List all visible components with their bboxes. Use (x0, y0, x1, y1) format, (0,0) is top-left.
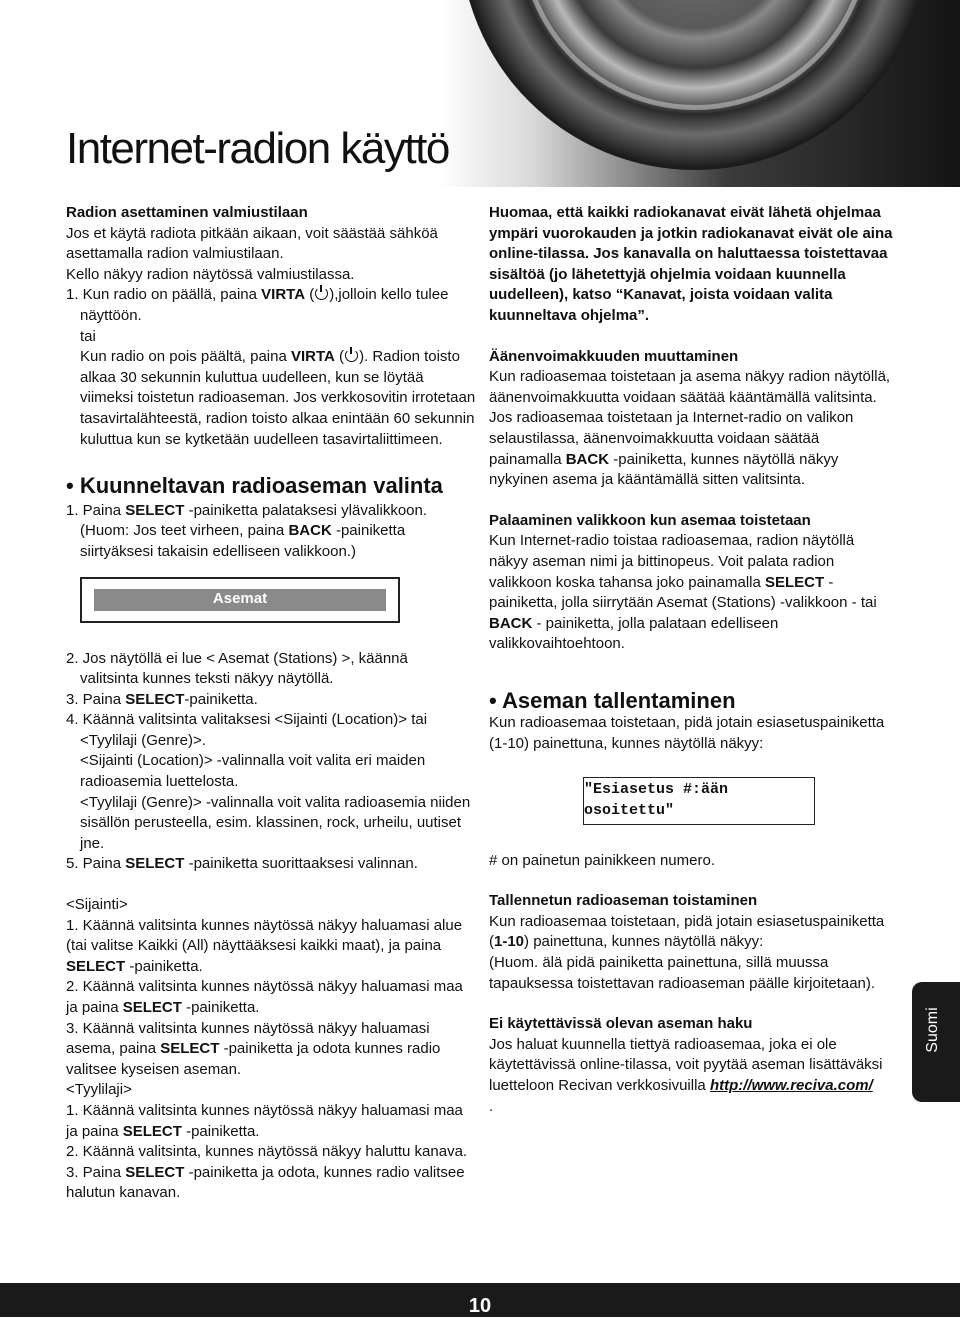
right-column (489, 203, 894, 1117)
play-saved-paragraph (489, 912, 894, 953)
text: -painiketta, kunnes näytöllä näkyy nykyinen asema ja kääntämällä sitten valitsinta. (489, 450, 839, 489)
select-step-1 (66, 501, 476, 522)
text: 1. Paina (66, 501, 126, 519)
text: 3. Paina (66, 1163, 126, 1181)
select-label: SELECT (160, 1040, 220, 1058)
genre-step-2: 2. Käännä valitsinta, kunnes näytössä näkyy haluttu kanava. (66, 1143, 468, 1161)
text: Kun Internet-radio toistaa radioasemaa, radion näytöllä näkyy aseman nimi ja bittinopeus. Voit palata radion valikkoon koska tahansa joko painamalla (489, 532, 855, 591)
select-step-4: 4. Käännä valitsinta valitaksesi <Sijainti (Location)> tai (66, 711, 428, 729)
select-step-2: 2. Jos näytöllä ei lue < Asemat (Stations) >, käännä (66, 649, 408, 667)
select-label: SELECT (122, 999, 182, 1016)
text: Kun radioasemaa toistetaan, pidä jotain esiasetuspainiketta ( (489, 912, 885, 951)
select-step-2-cont: valitsinta kunnes teksti näkyy näytöllä. (80, 670, 334, 688)
text: -painiketta. (181, 1122, 260, 1140)
select-label: SELECT (125, 501, 185, 519)
text: 3. Käännä valitsinta kunnes näytössä näkyy haluamasi asema, paina (66, 1019, 430, 1058)
text: ) painettuna, kunnes näytöllä näkyy: (524, 933, 764, 951)
language-tab-label: Suomi (924, 1007, 941, 1053)
text: 2. Käännä valitsinta kunnes näytössä näkyy haluamasi maa ja paina (66, 978, 463, 1016)
location-step-1 (66, 916, 476, 978)
location-step-3 (66, 1019, 476, 1081)
power-icon (345, 349, 358, 362)
text: -painiketta. (181, 999, 260, 1016)
text: -painiketta, jolla siirrytään Asemat (Stations) -valikkoon - tai (489, 573, 877, 612)
text: -painiketta suorittaaksesi valinnan. (184, 855, 418, 873)
return-heading: Palaaminen valikkoon kun asemaa toistetaan (489, 511, 811, 529)
text: 1. Kun radio on päällä, paina (66, 286, 262, 304)
footer-bar (0, 1283, 960, 1317)
page-number: 10 (468, 1295, 492, 1317)
location-step-2 (66, 977, 476, 1018)
location-explanation: <Sijainti (Location)> -valinnalla voit valita eri maiden radioasemia luettelosta. (80, 752, 426, 791)
page-title: Internet-radion käyttö (66, 124, 449, 173)
search-end: . (489, 1097, 494, 1115)
standby-clock-note: Kello näkyy radion näytössä valmiustilassa. (66, 265, 355, 283)
virta-label: VIRTA (291, 348, 335, 366)
select-label: SELECT (125, 855, 185, 873)
power-icon (315, 287, 328, 300)
back-label: BACK (288, 522, 332, 540)
return-paragraph (489, 531, 894, 655)
text: - painiketta, jolla palataan edelliseen valikkovaihtoehtoon. (489, 614, 779, 653)
back-label: BACK (489, 614, 533, 632)
preset-number-note: # on painetun painikkeen numero. (489, 851, 715, 869)
text: 3. Paina (66, 690, 126, 708)
genre-heading: <Tyylilaji> (66, 1081, 132, 1099)
text: -painiketta ja odota, kunnes radio valitsee halutun kanavan. (66, 1163, 465, 1202)
volume-heading: Äänenvoimakkuuden muuttaminen (489, 347, 739, 365)
text: ( (305, 286, 315, 304)
standby-step-1-cont: näyttöön. (80, 306, 142, 324)
language-tab (912, 982, 960, 1102)
genre-step-1 (66, 1101, 476, 1142)
genre-explanation: <Tyylilaji (Genre)> -valinnalla voit valita radioasemia niiden sisällön perusteella, esim. klassinen, rock, urheilu, uutiset jne. (80, 793, 471, 852)
standby-paragraph: Jos et käytä radiota pitkään aikaan, voit säästää sähköä asettamalla radion valmiustilaan. (66, 224, 438, 263)
standby-step-1-alt (66, 347, 476, 450)
genre-step-3 (66, 1163, 476, 1204)
header (0, 0, 960, 187)
text: ( (334, 348, 345, 366)
display-text: Asemat (94, 589, 386, 611)
select-step-5 (66, 854, 476, 875)
text: -painiketta ja odota kunnes radio valitsee kyseisen aseman. (66, 1040, 441, 1078)
play-saved-note: (Huom. älä pidä painiketta painettuna, sillä muussa tapauksessa toistettavan radioaseman päälle kirjoitetaan). (489, 954, 876, 992)
text: ),jolloin kello tulee (329, 286, 449, 304)
select-label: SELECT (122, 1122, 182, 1140)
reciva-link[interactable]: http://www.reciva.com/ (709, 1077, 873, 1094)
search-heading: Ei käytettävissä olevan aseman haku (489, 1015, 753, 1033)
text: 5. Paina (66, 855, 126, 873)
back-label: BACK (565, 450, 610, 468)
select-label: SELECT (765, 573, 825, 591)
search-paragraph (489, 1035, 894, 1097)
select-label: SELECT (125, 690, 185, 708)
standby-step-1 (66, 285, 476, 306)
display-illustration-preset: "Esiasetus #:ään osoitettu" (583, 777, 815, 825)
text: Kun radio on pois päältä, paina (80, 348, 291, 366)
select-label: SELECT (125, 1163, 185, 1181)
left-column (66, 203, 476, 1204)
location-heading: <Sijainti> (66, 896, 128, 914)
or-label: tai (80, 327, 96, 345)
save-paragraph: Kun radioasemaa toistetaan, pidä jotain esiasetuspainiketta (1-10) painettuna, kunnes näytöllä näkyy: (489, 714, 885, 753)
text: 1. Käännä valitsinta kunnes näytössä näkyy haluamasi maa ja paina (66, 1101, 463, 1140)
virta-label: VIRTA (261, 286, 306, 304)
play-saved-heading: Tallennetun radioaseman toistaminen (489, 892, 758, 910)
text: -painiketta. (184, 690, 258, 708)
standby-heading: Radion asettaminen valmiustilaan (66, 204, 308, 221)
text: -painiketta siirtyäksesi takaisin edelliseen valikkoon.) (80, 522, 406, 560)
section-heading-station-select: • Kuunneltavan radioaseman valinta (66, 473, 443, 499)
preset-range: 1-10 (494, 933, 525, 951)
display-illustration-asemat (80, 577, 400, 623)
text: (Huom: Jos teet virheen, paina (80, 522, 289, 540)
text: -painiketta. (125, 957, 203, 975)
select-step-4-cont: <Tyylilaji (Genre)>. (80, 731, 206, 749)
text: -painiketta palataksesi ylävalikkoon. (184, 501, 428, 519)
text: Kun radioasemaa toistetaan ja asema näkyy radion näytöllä, äänenvoimakkuutta voidaan säätää kääntämällä valitsinta. Jos radioasemaa toistetaan ja Internet-radio on valikon selaustilassa, äänenvoimakkuutta voidaan säätää painamalla (489, 368, 891, 468)
section-heading-save-station: • Aseman tallentaminen (489, 687, 736, 713)
select-label: SELECT (66, 957, 126, 975)
text: ). Radion toisto alkaa 30 sekunnin kuluttua uudelleen, kun se löytää viimeksi toistetun radioaseman. Jos verkkosovitin irrotetaan tasavirtalähteestä, radion toisto alkaa enintään 60 sekunnin kuluttua kun se kytketään uudelleen tasavirtaliittimeen. (80, 348, 476, 448)
volume-paragraph (489, 367, 894, 491)
availability-note: Huomaa, että kaikki radiokanavat eivät lähetä ohjelmaa ympäri vuorokauden ja jotkin radiokanavat eivät ole aina online-tilassa. Jos kanavalla on haluttaessa toistettavaa sisältöä (jo lähetettyjä ohjelmia voidaan kuunnella uudelleen), katso “Kanavat, joista voidaan valita kuunneltava ohjelma”. (489, 204, 893, 324)
select-step-1-note (66, 521, 476, 562)
speaker-photo (440, 0, 960, 187)
text: 1. Käännä valitsinta kunnes näytössä näkyy haluamasi alue (tai valitse Kaikki (All) näyttääksesi kaikki maat), ja paina (66, 916, 463, 955)
text: Jos haluat kuunnella tiettyä radioasemaa, joka ei ole käytettävissä online-tilassa, voit pyytää aseman lisättäväksi luetteloon Recivan verkkosivuilla (489, 1035, 883, 1094)
select-step-3 (66, 690, 476, 711)
